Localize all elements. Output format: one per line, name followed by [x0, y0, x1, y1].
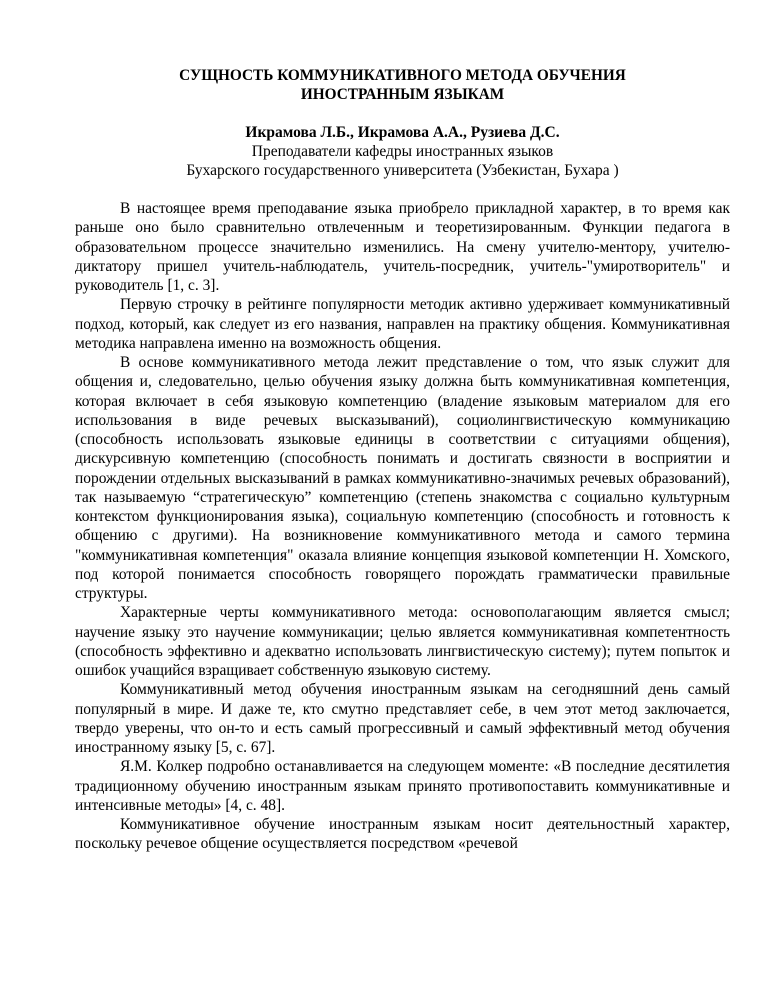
article-title-line-1: СУЩНОСТЬ КОММУНИКАТИВНОГО МЕТОДА ОБУЧЕНИЯ: [179, 67, 626, 84]
article-title-line-2: ИНОСТРАННЫМ ЯЗЫКАМ: [300, 86, 505, 103]
article-header: [75, 66, 730, 180]
author-list: Икрамова Л.Б., Икрамова А.А., Рузиева Д.С.: [245, 124, 560, 141]
affiliation-line-1: Преподаватели кафедры иностранных языков: [251, 143, 554, 160]
paragraph: В настоящее время преподавание языка приобрело прикладной характер, в то время как раньше оно было сравнительно отвлеченным и теоретизированным. Функции педагога в образовательном процессе значительно изменились. На смену учителю-ментору, учителю-диктатору пришел учитель-наблюдатель, учитель-посредник, учитель-"умиротворитель" и руководитель [1, с. 3].: [75, 200, 730, 294]
article-body: [75, 199, 730, 854]
paragraph: В основе коммуникативного метода лежит представление о том, что язык служит для общения и, следовательно, целью обучения языку должна быть коммуникативная компетенция, которая включает в себя языковую компетенцию (владение языковым материалом для его использования в виде речевых высказываний), социолингвистическую коммуникацию (способность использовать языковые единицы в соответствии с ситуациями общения), дискурсивную компетенцию (способность понимать и достигать связности в восприятии и порождении отдельных высказываний в рамках коммуникативно-значимых речевых образований), так называемую “стратегическую” компетенцию (степень знакомства с социально культурным контекстом функционирования языка), социальную компетенцию (способность и готовность к общению с другими). На возникновение коммуникативного метода и самого термина "коммуникативная компетенция" оказала влияние концепция языковой компетенции Н. Хомского, под которой понимается способность говорящего порождать грамматически правильные структуры.: [75, 354, 730, 602]
paragraph: Первую строчку в рейтинге популярности методик активно удерживает коммуникативный подход, который, как следует из его названия, направлен на практику общения. Коммуникативная методика направлена именно на возможность общения.: [75, 296, 730, 352]
paragraph: Коммуникативный метод обучения иностранным языкам на сегодняшний день самый популярный в мире. И даже те, кто смутно представляет себе, в чем этот метод заключается, твердо уверены, что он-то и есть самый прогрессивный и самый эффективный метод обучения иностранному языку [5, с. 67].: [75, 681, 730, 756]
paragraph: Я.М. Колкер подробно останавливается на следующем моменте: «В последние десятилетия традиционному обучению иностранным языкам принято противопоставить коммуникативные и интенсивные методы» [4, с. 48].: [75, 758, 730, 814]
document-page: [75, 66, 730, 854]
affiliation-line-2: Бухарского государственного университета (Узбекистан, Бухара ): [186, 162, 619, 179]
paragraph: Коммуникативное обучение иностранным языкам носит деятельностный характер, поскольку речевое общение осуществляется посредством «речевой: [75, 816, 730, 853]
paragraph: Характерные черты коммуникативного метода: основополагающим является смысл; научение языку это научение коммуникации; целью является коммуникативная компетентность (способность эффективно и адекватно использовать лингвистическую систему); путем попыток и ошибок учащийся взращивает собственную языковую систему.: [75, 604, 730, 679]
